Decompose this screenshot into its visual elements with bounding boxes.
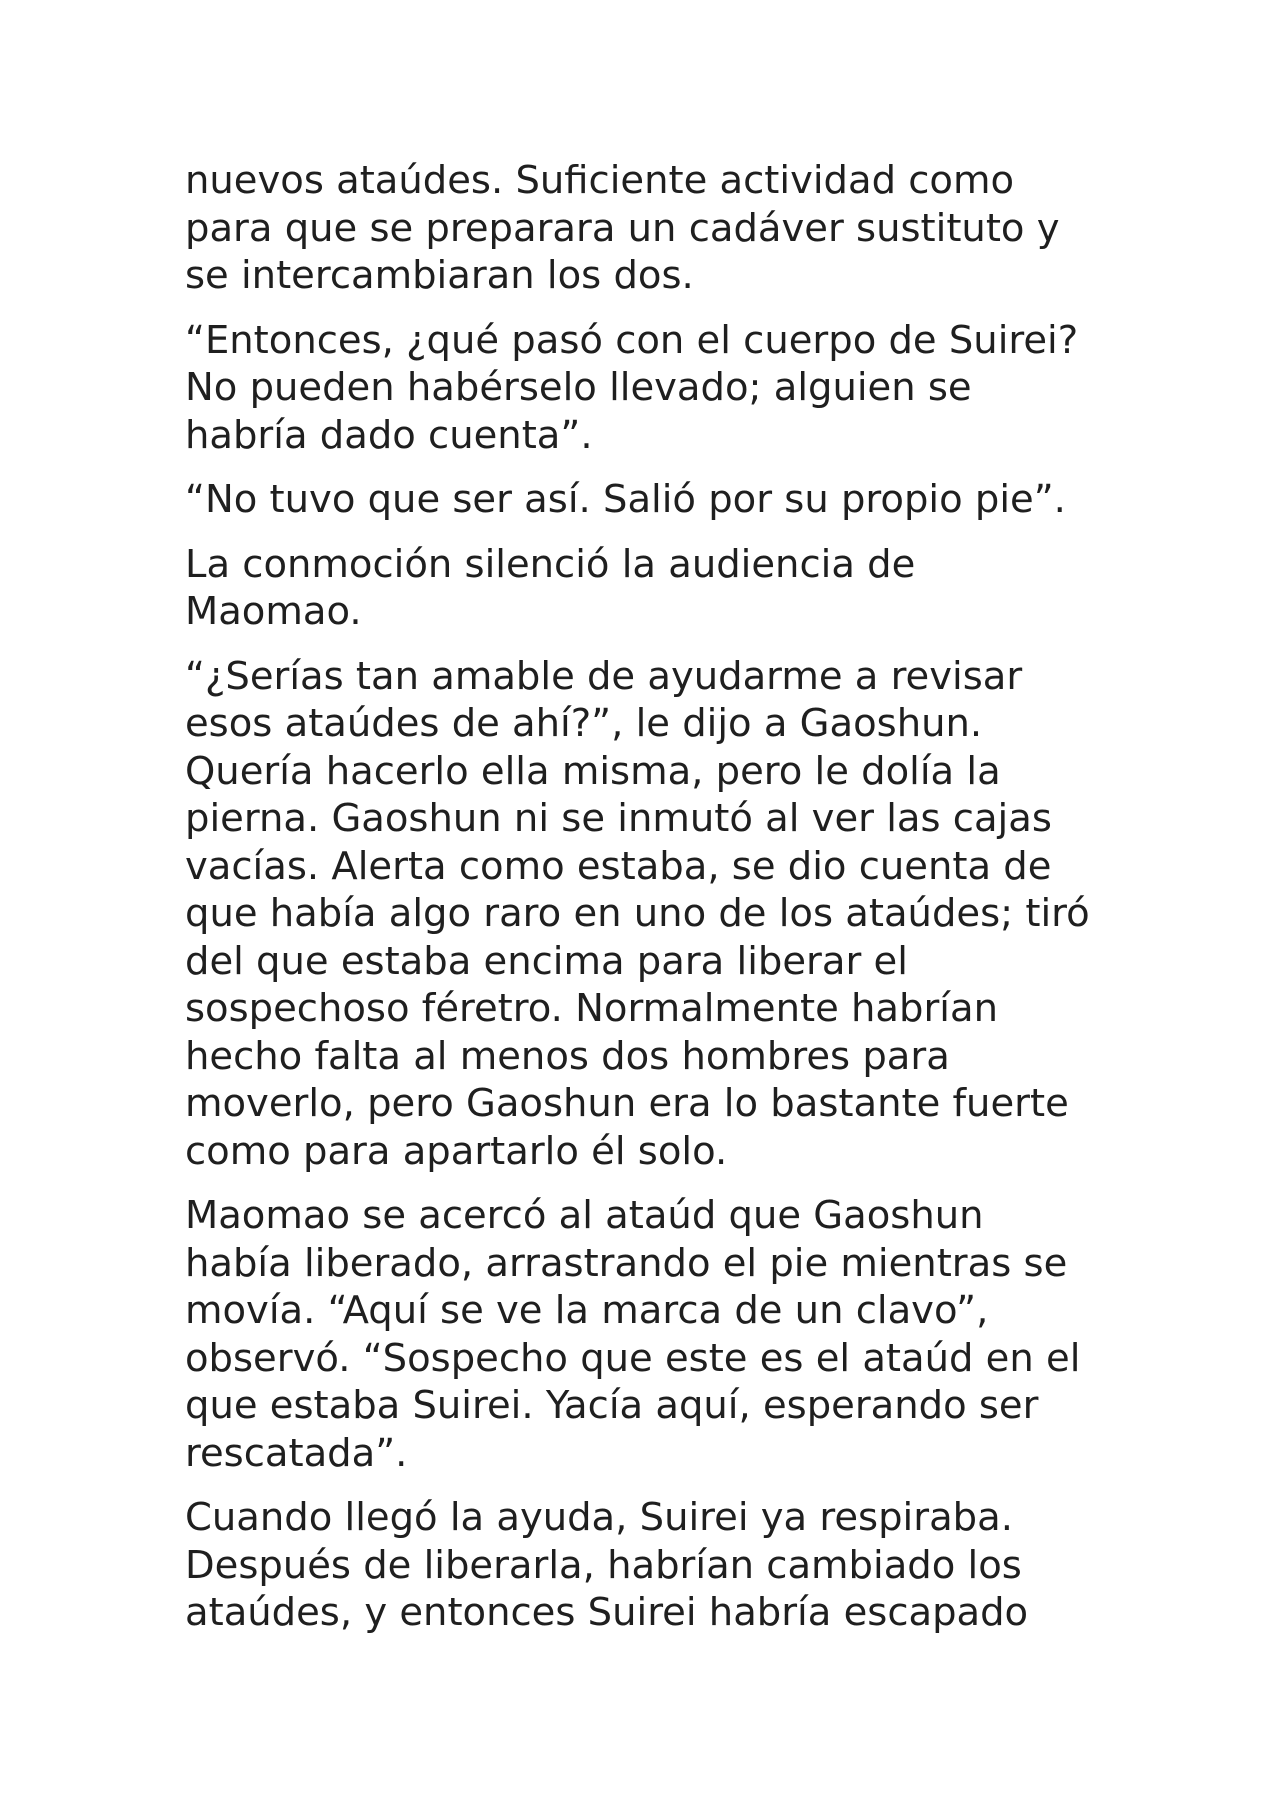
paragraph-6: Maomao se acercó al ataúd que Gaoshun había liberado, arrastrando el pie mientras se movía. “Aquí se ve la marca de un clavo”, observó. “Sospecho que este es el ataúd en el que estaba Suirei. Yacía aquí, esperando ser rescatada”. [185,1193,1081,1476]
paragraph-2: “Entonces, ¿qué pasó con el cuerpo de Suirei? No pueden habérselo llevado; alguien se habría dado cuenta”. [185,317,1079,458]
paragraph-1: nuevos ataúdes. Suficiente actividad como para que se preparara un cadáver sustituto y se intercambiaran los dos. [185,158,1060,298]
paragraph-4: La conmoción silenció la audiencia de Maomao. [185,541,916,634]
paragraph-7: Cuando llegó la ayuda, Suirei ya respiraba. Después de liberarla, habrían cambiado los ataúdes, y entonces Suirei habría escapado [185,1495,1029,1635]
body-text [185,157,1090,1637]
paragraph-5: “¿Serías tan amable de ayudarme a revisar esos ataúdes de ahí?”, le dijo a Gaoshun. Quería hacerlo ella misma, pero le dolía la pierna. Gaoshun ni se inmutó al ver las cajas vacías. Alerta como estaba, se dio cuenta de que había algo raro en uno de los ataúdes; tiró del que estaba encima para liberar el sospechoso féretro. Normalmente habrían hecho falta al menos dos hombres para moverlo, pero Gaoshun era lo bastante fuerte como para apartarlo él solo. [185,653,1090,1174]
paragraph-3: “No tuvo que ser así. Salió por su propio pie”. [185,477,1066,522]
